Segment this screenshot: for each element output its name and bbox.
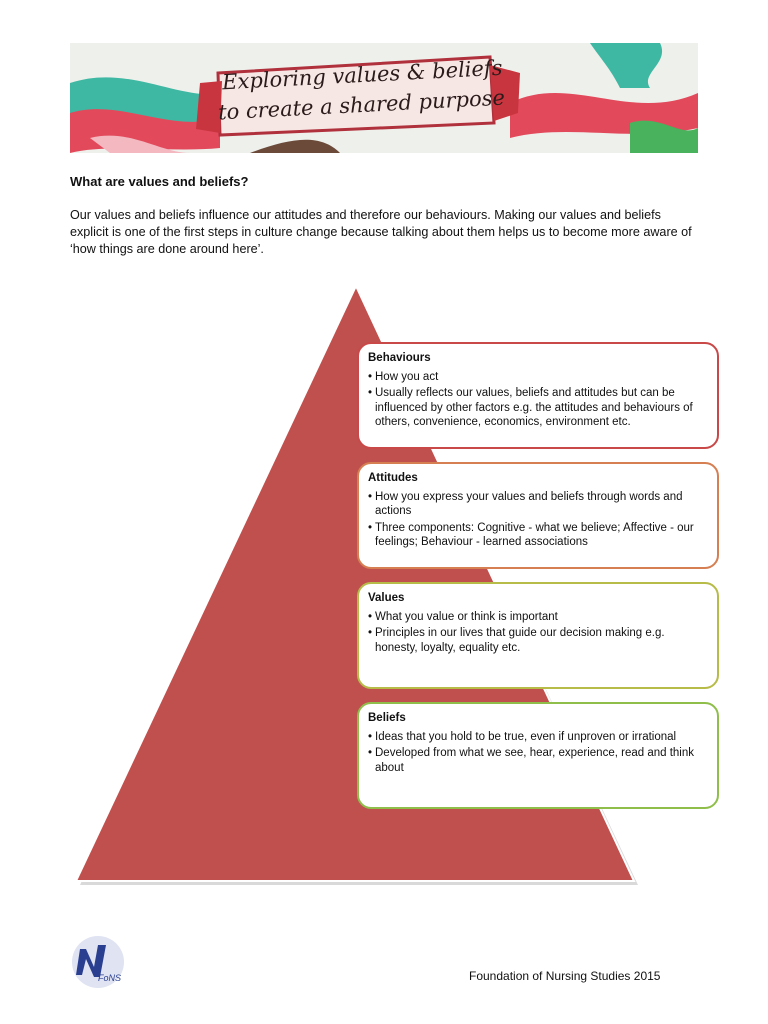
bullet-list <box>368 730 707 776</box>
bullet-item: • Usually reflects our values, beliefs and attitudes but can be influenced by other factors e.g. the attitudes and behaviours of others, convenience, economics, environment etc. <box>368 386 707 430</box>
bullet-item: • Ideas that you hold to be true, even if unproven or irrational <box>368 730 707 745</box>
card-title: Values <box>368 592 405 604</box>
footer-text: Foundation of Nursing Studies 2015 <box>469 969 661 983</box>
bullet-item: • Principles in our lives that guide our decision making e.g. honesty, loyalty, equality etc. <box>368 626 707 655</box>
beliefs-card <box>357 702 719 809</box>
section-heading: What are values and beliefs? <box>70 174 249 189</box>
bullet-list <box>368 370 707 430</box>
card-title: Attitudes <box>368 472 418 484</box>
bullet-item: • How you express your values and beliefs through words and actions <box>368 490 707 519</box>
bullet-item: • How you act <box>368 370 707 385</box>
bullet-item: • Three components: Cognitive - what we believe; Affective - our feelings; Behaviour - learned associations <box>368 521 707 550</box>
intro-paragraph: Our values and beliefs influence our attitudes and therefore our behaviours. Making our values and beliefs explicit is one of the first steps in culture change because talking about them helps us to become more aware of ‘how things are done around here’. <box>70 208 692 256</box>
card-title: Beliefs <box>368 712 406 724</box>
logo-text: FoNS <box>98 973 122 983</box>
bullet-item: • What you value or think is important <box>368 610 707 625</box>
attitudes-card <box>357 462 719 569</box>
bullet-list <box>368 610 707 656</box>
values-card <box>357 582 719 689</box>
card-title: Behaviours <box>368 352 431 364</box>
bullet-item: • Developed from what we see, hear, experience, read and think about <box>368 746 707 775</box>
bullet-list <box>368 490 707 550</box>
banner-title-line-1: Exploring values & beliefs <box>221 55 503 95</box>
banner-title-line-2: to create a shared purpose <box>217 85 506 125</box>
behaviours-card <box>357 342 719 449</box>
fons-logo-icon <box>70 935 128 989</box>
